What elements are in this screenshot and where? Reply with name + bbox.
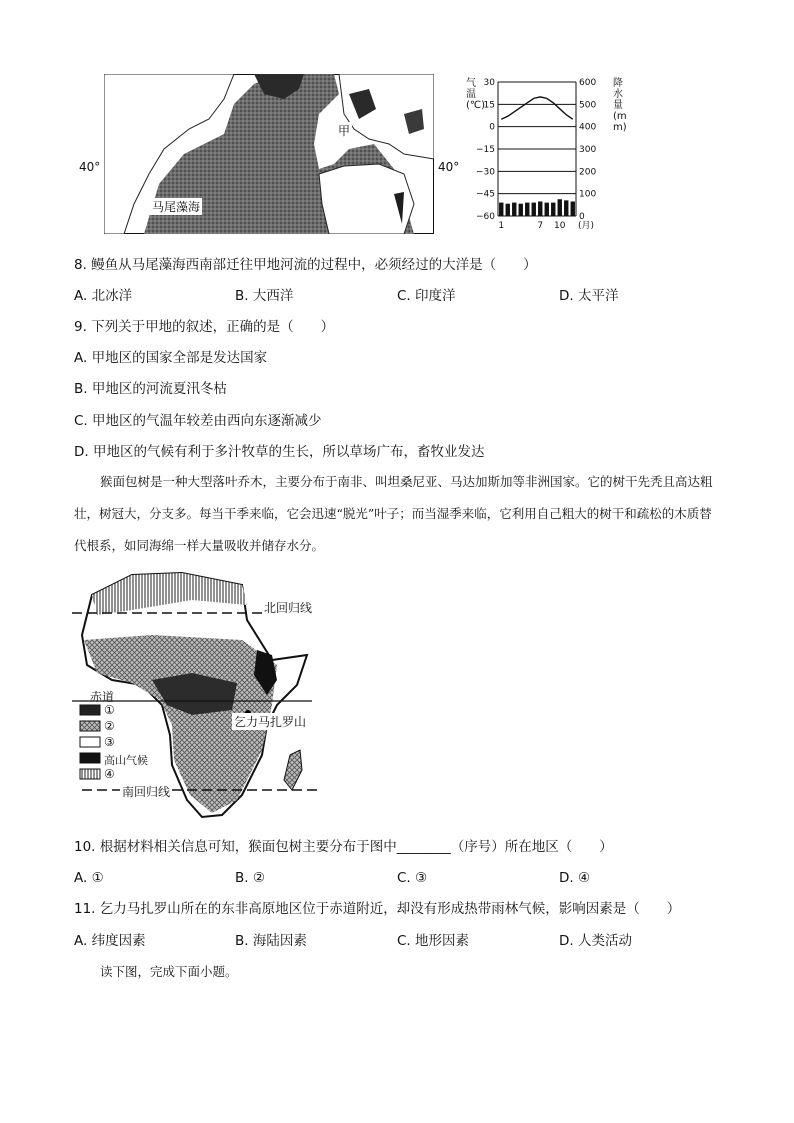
africa-map — [72, 565, 332, 827]
precip-bar — [506, 204, 510, 216]
lat-label-left: 40° — [79, 160, 101, 174]
legend-item-4: ④ — [104, 767, 115, 781]
question-8-stem: 8. 鳗鱼从马尾藻海西南部迁往甲地河流的过程中，必须经过的大洋是（ ） — [74, 257, 537, 273]
question-10-option-d[interactable]: D. ④ — [559, 870, 591, 886]
precip-tick-label: 600 — [579, 78, 597, 88]
question-9-option-d[interactable]: D. 甲地区的气候有利于多汁牧草的生长，所以草场广布，畜牧业发达 — [74, 444, 485, 460]
precip-bar — [564, 200, 568, 216]
precip-bar — [551, 203, 555, 216]
question-8-option-c[interactable]: C. 印度洋 — [397, 288, 456, 304]
precip-bar — [538, 201, 542, 216]
month-unit-label: (月) — [578, 221, 595, 231]
mountain-label: 乞力马扎罗山 — [234, 715, 307, 729]
lat-label-right: 40° — [438, 160, 460, 174]
temp-tick-label: 15 — [483, 100, 495, 111]
equator-label: 赤道 — [90, 690, 115, 704]
legend-item-1: ① — [104, 703, 115, 717]
question-11-stem: 11. 乞力马扎罗山所在的东非高原地区位于赤道附近，却没有形成热带雨林气候，影响因素是（ ） — [74, 901, 681, 917]
tropic-north-label: 北回归线 — [264, 601, 313, 615]
question-9-option-c[interactable]: C. 甲地区的气温年较差由西向东逐渐减少 — [74, 413, 322, 429]
month-tick-label: 10 — [554, 221, 566, 231]
atlantic-map — [104, 74, 434, 234]
place-label: 甲 — [338, 124, 351, 138]
precip-bar — [558, 199, 562, 216]
precip-tick-label: 100 — [579, 189, 597, 200]
precip-bar — [545, 203, 549, 216]
precip-tick-label: 200 — [579, 167, 597, 178]
question-11-option-d[interactable]: D. 人类活动 — [559, 933, 632, 949]
question-11-option-b[interactable]: B. 海陆因素 — [235, 933, 307, 949]
precip-tick-label: 500 — [579, 100, 597, 111]
temp-tick-label: 0 — [489, 122, 495, 133]
legend-item-3: ③ — [104, 735, 115, 749]
precip-bar — [571, 201, 575, 216]
temperature-line — [501, 97, 573, 119]
question-10-stem: 10. 根据材料相关信息可知，猴面包树主要分布于图中________（序号）所在地区（ ） — [74, 839, 613, 855]
precip-bar — [519, 204, 523, 216]
temp-tick-label: −45 — [476, 189, 495, 200]
precip-tick-label: 300 — [579, 145, 597, 155]
temp-tick-label: −30 — [476, 167, 495, 178]
month-tick-label: 7 — [537, 221, 544, 231]
question-8-option-d[interactable]: D. 太平洋 — [559, 288, 619, 304]
precip-axis-label: 降水量(mm) — [613, 78, 627, 133]
question-11-option-c[interactable]: C. 地形因素 — [397, 933, 470, 949]
question-10-option-a[interactable]: A. ① — [74, 870, 104, 886]
temp-tick-label: −60 — [476, 212, 495, 222]
question-11-option-a[interactable]: A. 纬度因素 — [74, 933, 146, 949]
question-8-option-b[interactable]: B. 大西洋 — [235, 288, 294, 304]
temp-axis-label: 气温(℃) — [466, 78, 486, 111]
precip-bar — [512, 203, 516, 216]
precip-tick-label: 400 — [579, 122, 597, 133]
question-10-option-b[interactable]: B. ② — [235, 870, 265, 886]
month-tick-label: 1 — [498, 221, 505, 231]
precip-bar — [499, 203, 503, 216]
tropic-south-label: 南回归线 — [122, 785, 171, 799]
question-8-option-a[interactable]: A. 北冰洋 — [74, 288, 133, 304]
precip-tick-label: 0 — [579, 212, 585, 222]
question-10-option-c[interactable]: C. ③ — [397, 870, 428, 886]
question-9-option-a[interactable]: A. 甲地区的国家全部是发达国家 — [74, 350, 268, 366]
sea-label: 马尾藻海 — [152, 200, 201, 214]
precip-bar — [532, 203, 536, 216]
closing-instruction: 读下图，完成下面小题。 — [100, 964, 238, 979]
material-paragraph: 猴面包树是一种大型落叶乔木，主要分布于南非、叫坦桑尼亚、马达加斯加等非洲国家。它的树干先秃且高达粗壮，树冠大，分支多。每当干季来临，它会迅速“脱光”叶子；而当湿季来临，它利用自己粗大的树干和疏松的木质替代根系，如同海绵一样大量吸收并储存水分。 — [74, 474, 713, 553]
legend-item-2: ② — [104, 719, 115, 733]
temp-tick-label: −15 — [476, 145, 495, 155]
climate-chart — [463, 74, 633, 234]
question-9-option-b[interactable]: B. 甲地区的河流夏汛冬枯 — [74, 381, 227, 397]
climate-chart-plot — [463, 74, 633, 234]
legend-item-highland: 高山气候 — [104, 754, 148, 767]
question-9-stem: 9. 下列关于甲地的叙述，正确的是（ ） — [74, 319, 335, 335]
temp-tick-label: 30 — [483, 78, 495, 88]
precip-bar — [525, 203, 529, 216]
